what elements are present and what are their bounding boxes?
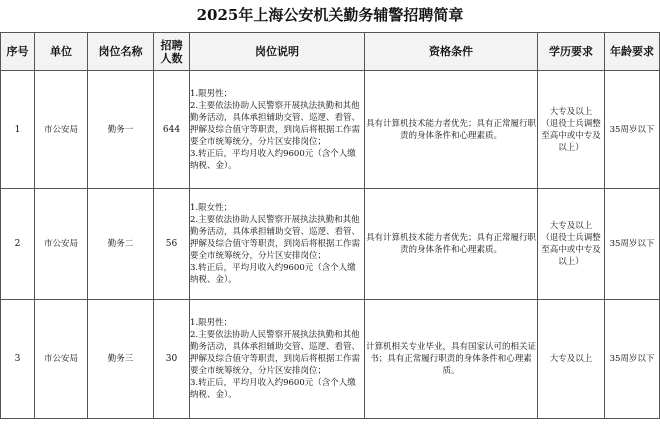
row-duty: 1.限男性； 2.主要依法协助人民警察开展执法执勤和其他勤务活动，具体承担辅助交管、巡逻、看管、押解及综合值守等职责，到岗后将根据工作需要全市统筹统分，分片区安排岗位； 3.转正后，平均月收入约9600元（含个人缴纳税、金）。 — [190, 71, 365, 189]
row-age: 35周岁以下 — [605, 71, 660, 189]
row-count: 56 — [154, 189, 190, 300]
table-row — [1, 71, 660, 189]
row-qualification: 计算机相关专业毕业，具有国家认可的相关证书；具有正常履行职责的身体条件和心理素质。 — [365, 300, 538, 419]
row-unit: 市公安局 — [35, 300, 88, 419]
row-no: 2 — [1, 189, 35, 300]
header-education: 学历要求 — [538, 33, 605, 71]
row-count: 30 — [154, 300, 190, 419]
header-count: 招聘 人数 — [154, 33, 190, 71]
header-duty: 岗位说明 — [190, 33, 365, 71]
table-header-row — [1, 33, 660, 71]
header-qualification: 资格条件 — [365, 33, 538, 71]
header-unit: 单位 — [35, 33, 88, 71]
header-position: 岗位名称 — [88, 33, 154, 71]
row-education: 大专及以上 （退役士兵调整至高中或中专及以上） — [538, 189, 605, 300]
row-age: 35周岁以下 — [605, 189, 660, 300]
row-age: 35周岁以下 — [605, 300, 660, 419]
row-education: 大专及以上 — [538, 300, 605, 419]
row-count: 644 — [154, 71, 190, 189]
row-position: 勤务二 — [88, 189, 154, 300]
page-title: 2025年上海公安机关勤务辅警招聘简章 — [0, 0, 660, 33]
row-no: 1 — [1, 71, 35, 189]
row-education: 大专及以上 （退役士兵调整至高中或中专及以上） — [538, 71, 605, 189]
row-duty: 1.限男性； 2.主要依法协助人民警察开展执法执勤和其他勤务活动，具体承担辅助交管、巡逻、看管、押解及综合值守等职责，到岗后将根据工作需要全市统筹统分，分片区安排岗位； 3.转正后，平均月收入约9600元（含个人缴纳税、金）。 — [190, 300, 365, 419]
recruitment-table — [0, 32, 660, 419]
row-qualification: 具有计算机技术能力者优先；具有正常履行职责的身体条件和心理素质。 — [365, 189, 538, 300]
header-age: 年龄要求 — [605, 33, 660, 71]
row-unit: 市公安局 — [35, 71, 88, 189]
table-row — [1, 189, 660, 300]
row-qualification: 具有计算机技术能力者优先；具有正常履行职责的身体条件和心理素质。 — [365, 71, 538, 189]
row-unit: 市公安局 — [35, 189, 88, 300]
row-position: 勤务三 — [88, 300, 154, 419]
row-duty: 1.限女性； 2.主要依法协助人民警察开展执法执勤和其他勤务活动，具体承担辅助交管、巡逻、看管、押解及综合值守等职责，到岗后将根据工作需要全市统筹统分，分片区安排岗位； 3.转正后，平均月收入约9600元（含个人缴纳税、金）。 — [190, 189, 365, 300]
row-position: 勤务一 — [88, 71, 154, 189]
row-no: 3 — [1, 300, 35, 419]
table-row — [1, 300, 660, 419]
header-no: 序号 — [1, 33, 35, 71]
